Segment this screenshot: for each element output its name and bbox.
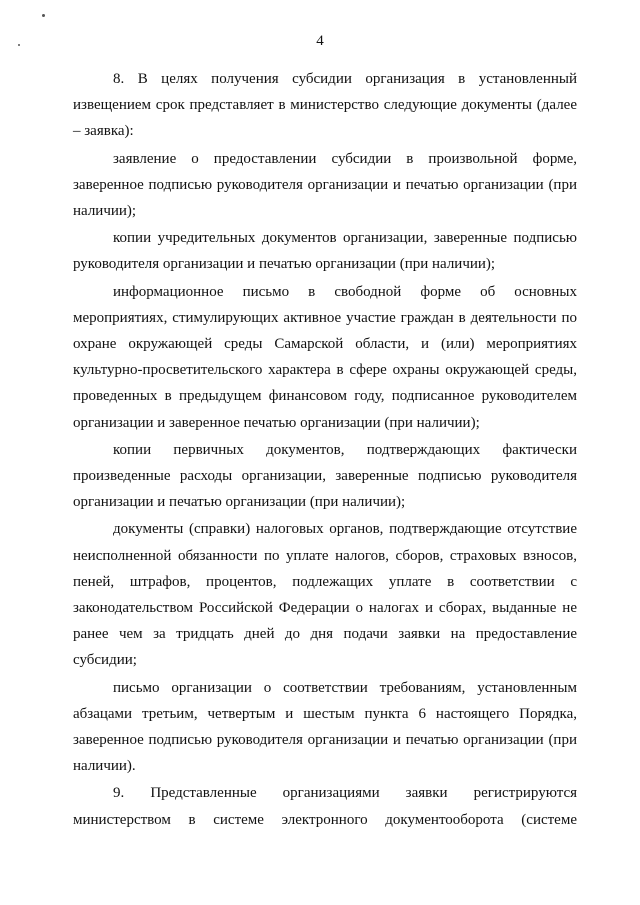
paragraph-compliance-letter: письмо организации о соответствии требованиям, установленным абзацами третьим, четвертым и шестым пункта 6 настоящего Порядка, заверенное подписью руководителя организации и печатью организации (при наличии). [73, 679, 577, 775]
page-number: 4 [316, 33, 324, 49]
paragraph-item-8: 8. В целях получения субсидии организация в установленный извещением срок представляет в министерство следующие документы (далее – заявка): [73, 71, 577, 140]
paragraph-item-9: 9. Представленные организациями заявки регистрируются министерством в системе электронного документооборота (системе [73, 785, 577, 828]
paragraph-tax-certificates: документы (справки) налоговых органов, подтверждающие отсутствие неисполненной обязанности по уплате налогов, сборов, страховых взносов, пеней, штрафов, процентов, подлежащих уплате в соответствии с законодательством Российской Федерации о налогах и сборах, выданные не ранее чем за тридцать дней до дня подачи заявки на предоставление субсидии; [73, 521, 577, 669]
paragraph-primary-documents: копии первичных документов, подтверждающих фактически произведенные расходы организации, заверенные подписью руководителя организации и печатью организации (при наличии); [73, 441, 577, 511]
paragraph-application: заявление о предоставлении субсидии в произвольной форме, заверенное подписью руководителя организации и печатью организации (при наличии); [73, 150, 577, 220]
paragraph-information-letter: информационное письмо в свободной форме об основных мероприятиях, стимулирующих активное участие граждан в деятельности по охране окружающей среды Самарской области, и (или) мероприятиях культурно-просветительского характера в сфере охраны окружающей среды, проведенных в предыдущем финансовом году, подписанное руководителем организации и заверенное печатью организации (при наличии); [73, 283, 577, 431]
paragraph-founding-documents: копии учредительных документов организации, заверенные подписью руководителя организации и печатью организации (при наличии); [73, 230, 577, 273]
document-body [73, 66, 577, 833]
scan-speck [42, 14, 45, 17]
